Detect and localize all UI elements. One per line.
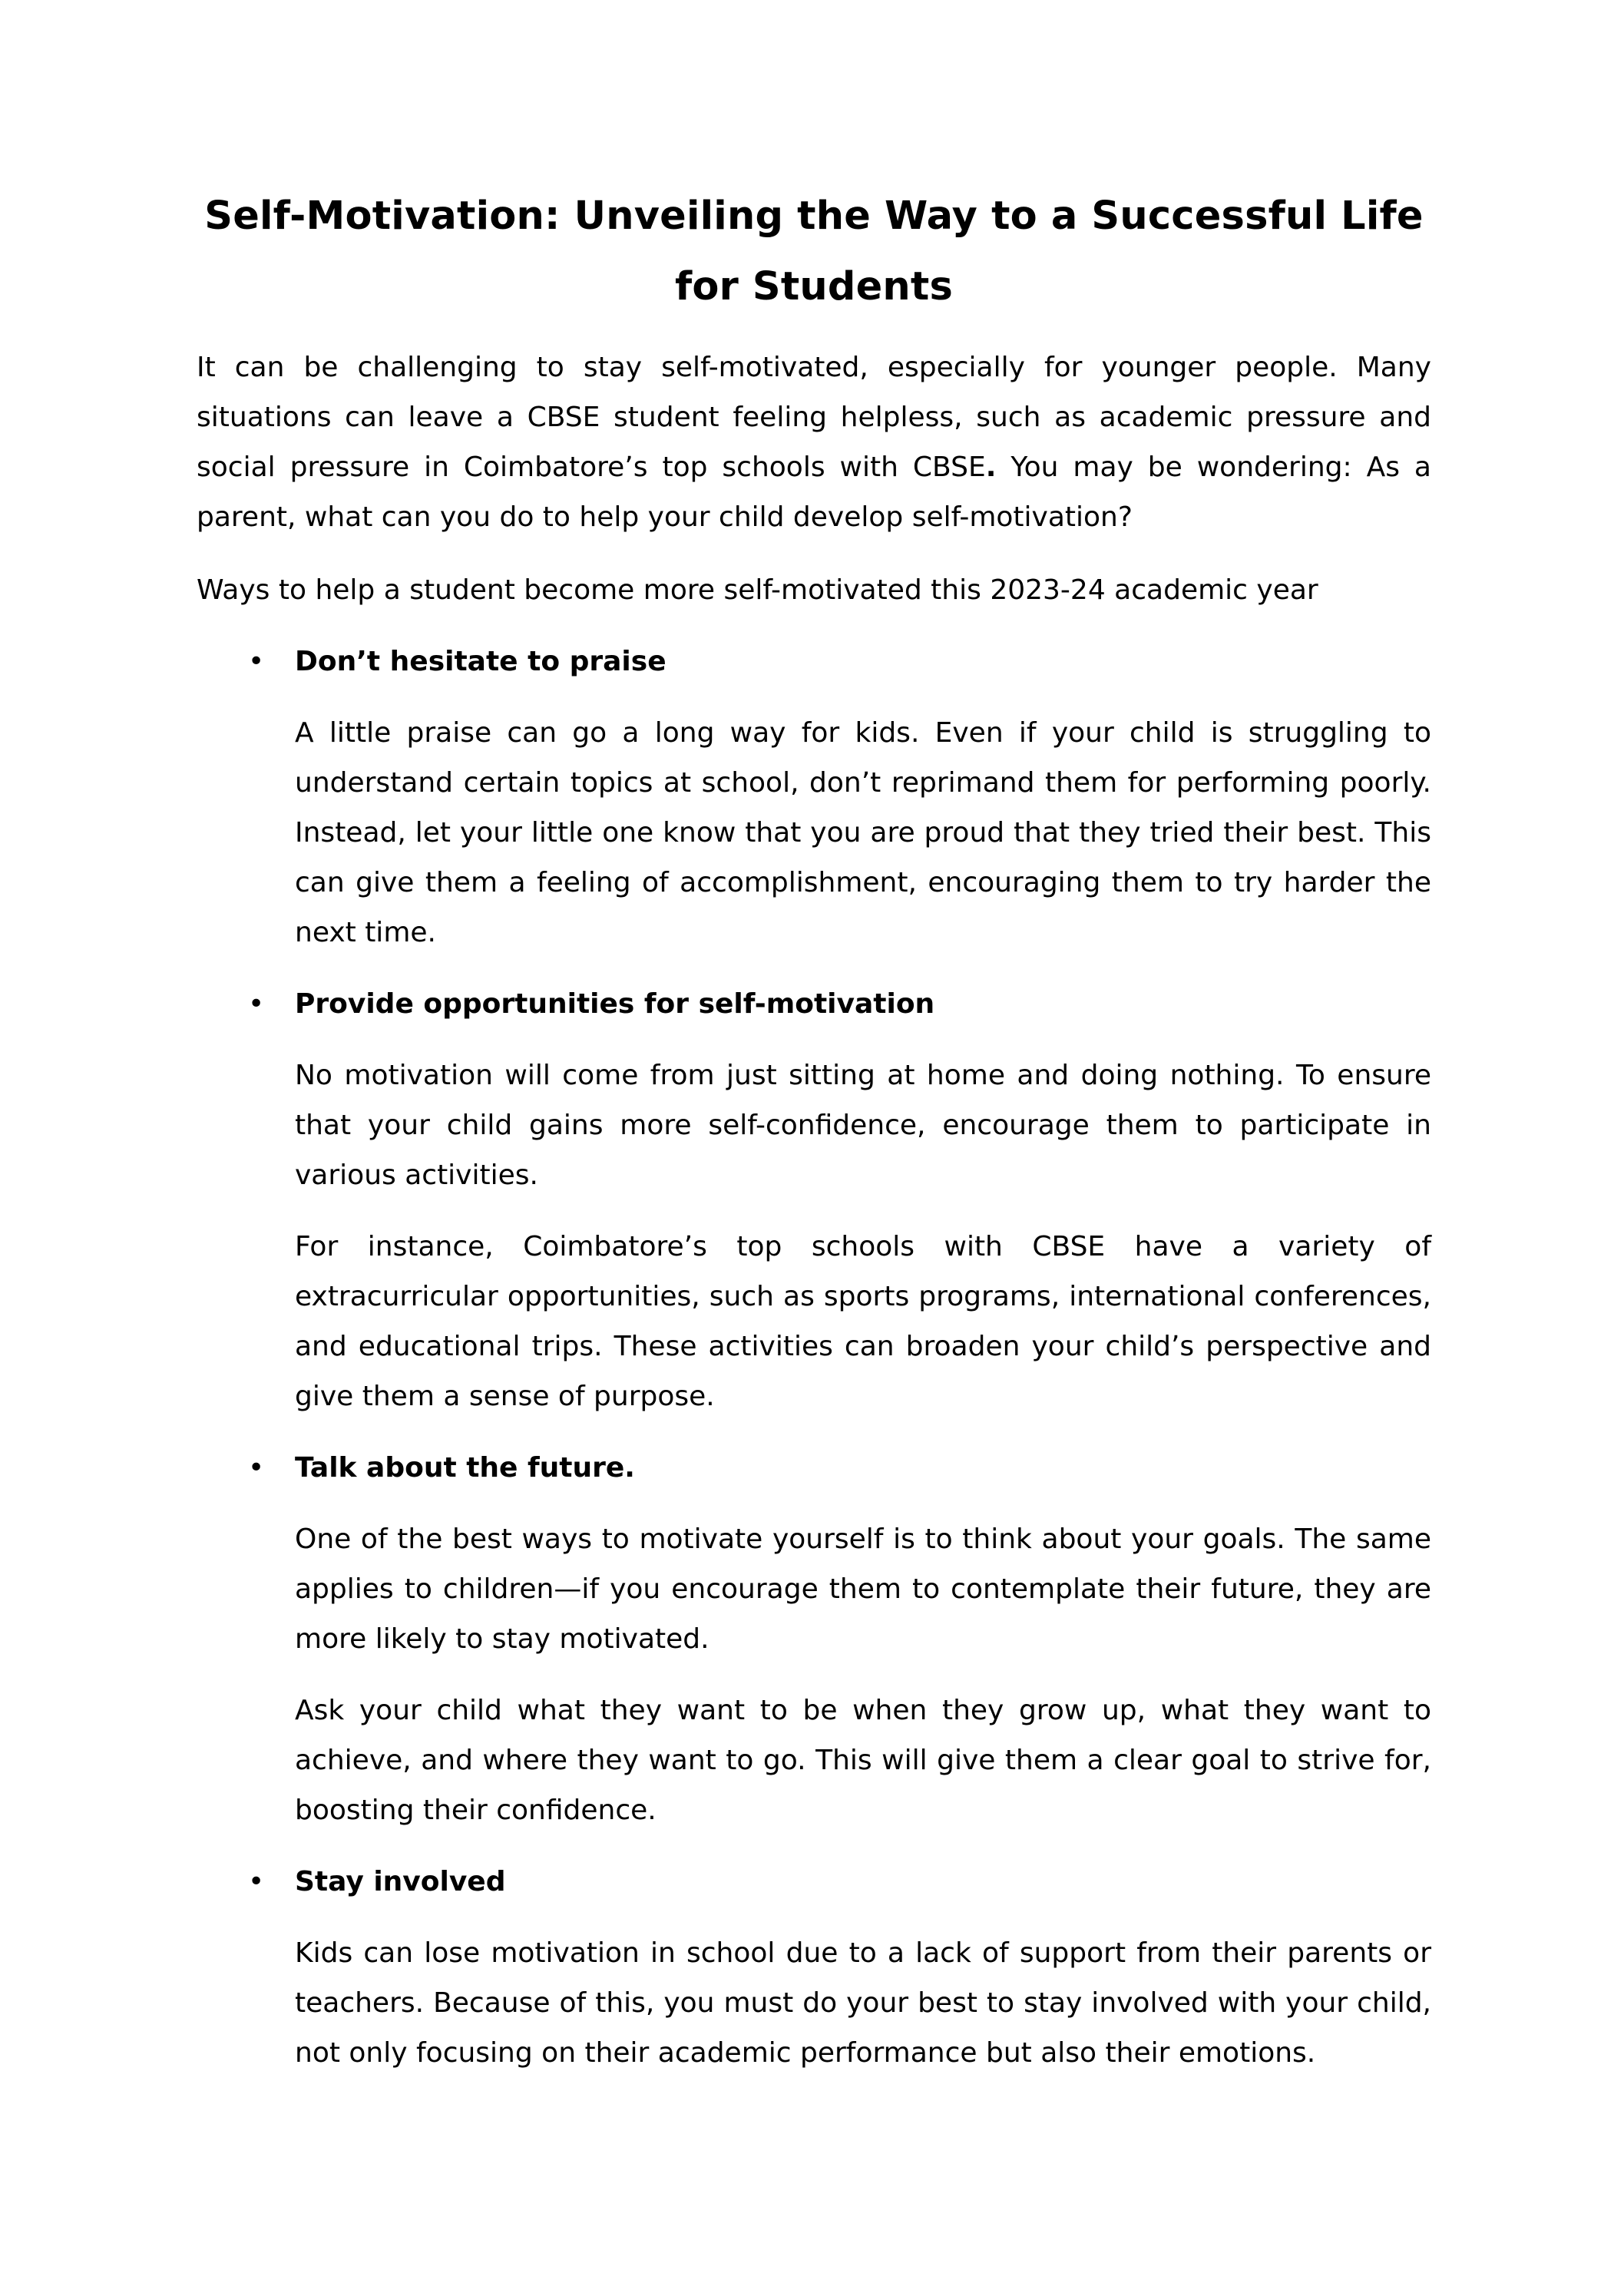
section-opportunities xyxy=(197,979,1431,1421)
section-involved xyxy=(197,1857,1431,2078)
title-line-1: Self-Motivation: Unveiling the Way to a Successful Life xyxy=(204,194,1424,239)
section-heading xyxy=(197,979,1431,1029)
bullet-icon: • xyxy=(248,646,265,677)
intro-bold-period: . xyxy=(985,452,997,483)
bullet-icon: • xyxy=(248,1452,265,1484)
title-line-2: for Students xyxy=(674,264,954,309)
bullet-icon: • xyxy=(248,988,265,1020)
section-heading xyxy=(197,637,1431,686)
section-paragraph: For instance, Coimbatore’s top schools with CBSE have a variety of extracurricular opportunities, such as sports programs, international conferences, and educational trips. These activities can broaden your child’s perspective and give them a sense of purpose. xyxy=(295,1231,1431,1412)
intro-text-part-2: You may be wondering: As a parent, what can you do to help your child develop self-motivation? xyxy=(197,452,1431,533)
section-heading-text: Stay involved xyxy=(295,1866,506,1897)
section-heading-text: Talk about the future. xyxy=(295,1452,635,1484)
section-paragraph: Kids can lose motivation in school due to a lack of support from their parents or teachers. Because of this, you must do your best to stay involved with your child, not only focusing on their academic performance but also their emotions. xyxy=(295,1937,1431,2069)
page-title xyxy=(197,181,1431,323)
bullet-icon: • xyxy=(248,1866,265,1897)
section-heading xyxy=(197,1443,1431,1493)
section-paragraph: No motivation will come from just sitting at home and doing nothing. To ensure that your child gains more self-confidence, encourage them to participate in various activities. xyxy=(295,1060,1431,1191)
section-paragraph: Ask your child what they want to be when they grow up, what they want to achieve, and where they want to go. This will give them a clear goal to strive for, boosting their confidence. xyxy=(295,1695,1431,1826)
section-paragraph: One of the best ways to motivate yourself is to think about your goals. The same applies to children—if you encourage them to contemplate their future, they are more likely to stay motivated. xyxy=(295,1523,1431,1655)
section-heading-text: Provide opportunities for self-motivation xyxy=(295,988,935,1020)
section-heading-text: Don’t hesitate to praise xyxy=(295,646,666,677)
section-future xyxy=(197,1443,1431,1835)
ways-heading: Ways to help a student become more self-motivated this 2023-24 academic year xyxy=(197,574,1318,606)
section-praise xyxy=(197,637,1431,958)
intro-text-part-1: It can be challenging to stay self-motivated, especially for younger people. Many situations can leave a CBSE student feeling helpless, such as academic pressure and social pressure in Coimbatore’s top schools with CBSE xyxy=(197,352,1431,483)
section-heading xyxy=(197,1857,1431,1907)
document-page xyxy=(197,181,1431,2078)
section-paragraph: A little praise can go a long way for kids. Even if your child is struggling to understand certain topics at school, don’t reprimand them for performing poorly. Instead, let your little one know that you are proud that they tried their best. This can give them a feeling of accomplishment, encouraging them to try harder the next time. xyxy=(295,717,1431,948)
intro-paragraph xyxy=(197,342,1431,542)
